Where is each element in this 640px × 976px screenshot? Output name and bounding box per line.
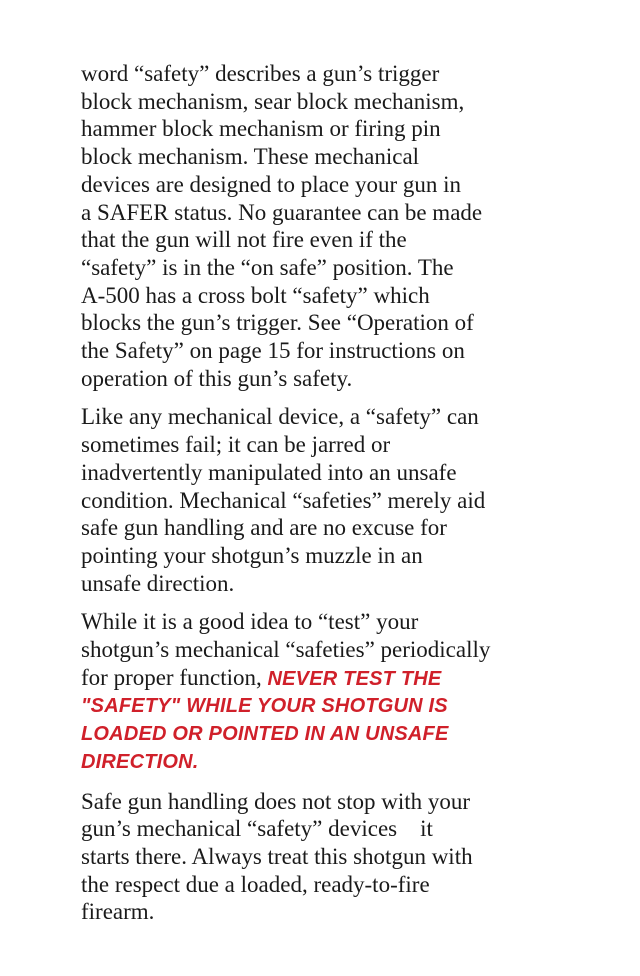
- paragraph-safety-failure: [81, 403, 561, 597]
- manual-page: [81, 60, 561, 937]
- text-line: blocks the gun’s trigger. See “Operation of: [81, 310, 474, 336]
- text-line: block mechanism, sear block mechanism,: [81, 88, 465, 114]
- text-line: inadvertently manipulated into an unsafe: [81, 459, 457, 485]
- text-line: that the gun will not fire even if the: [81, 227, 407, 253]
- text-line: devices are designed to place your gun in: [81, 171, 462, 197]
- safety-warning-line: "SAFETY" WHILE YOUR SHOTGUN IS: [81, 695, 448, 718]
- paragraph-safety-testing: [81, 608, 561, 776]
- paragraph-safety-definition: [81, 60, 561, 392]
- text-line: starts there. Always treat this shotgun with: [81, 843, 473, 869]
- text-line: pointing your shotgun’s muzzle in an: [81, 542, 423, 568]
- text-line-mixed: [81, 664, 561, 694]
- text-line: a SAFER status. No guarantee can be made: [81, 199, 483, 225]
- text-line: safe gun handling and are no excuse for: [81, 515, 447, 541]
- text-line: “safety” is in the “on safe” position. The: [81, 254, 454, 280]
- text-line: the Safety” on page 15 for instructions on: [81, 338, 465, 364]
- text-line: gun’s mechanical “safety” devices it: [81, 816, 433, 842]
- text-line: Like any mechanical device, a “safety” can: [81, 404, 479, 430]
- safety-warning-line: LOADED OR POINTED IN AN UNSAFE: [81, 723, 449, 746]
- text-line: block mechanism. These mechanical: [81, 144, 420, 170]
- text-line: firearm.: [81, 899, 155, 925]
- text-line: sometimes fail; it can be jarred or: [81, 432, 391, 458]
- safety-warning-start: NEVER TEST THE: [267, 667, 442, 690]
- text-line: Safe gun handling does not stop with your: [81, 788, 471, 814]
- safety-warning-line: DIRECTION.: [81, 750, 199, 773]
- text-line: A-500 has a cross bolt “safety” which: [81, 282, 430, 308]
- text-line: the respect due a loaded, ready-to-fire: [81, 871, 430, 897]
- paragraph-safe-handling: [81, 788, 561, 927]
- text-line: While it is a good idea to “test” your: [81, 609, 419, 635]
- text-line: condition. Mechanical “safeties” merely aid: [81, 487, 486, 513]
- text-line: unsafe direction.: [81, 570, 235, 596]
- text-segment: for proper function,: [81, 664, 268, 690]
- text-line: operation of this gun’s safety.: [81, 365, 353, 391]
- text-line: shotgun’s mechanical “safeties” periodically: [81, 637, 491, 663]
- text-line: hammer block mechanism or firing pin: [81, 116, 441, 142]
- text-line: word “safety” describes a gun’s trigger: [81, 61, 440, 86]
